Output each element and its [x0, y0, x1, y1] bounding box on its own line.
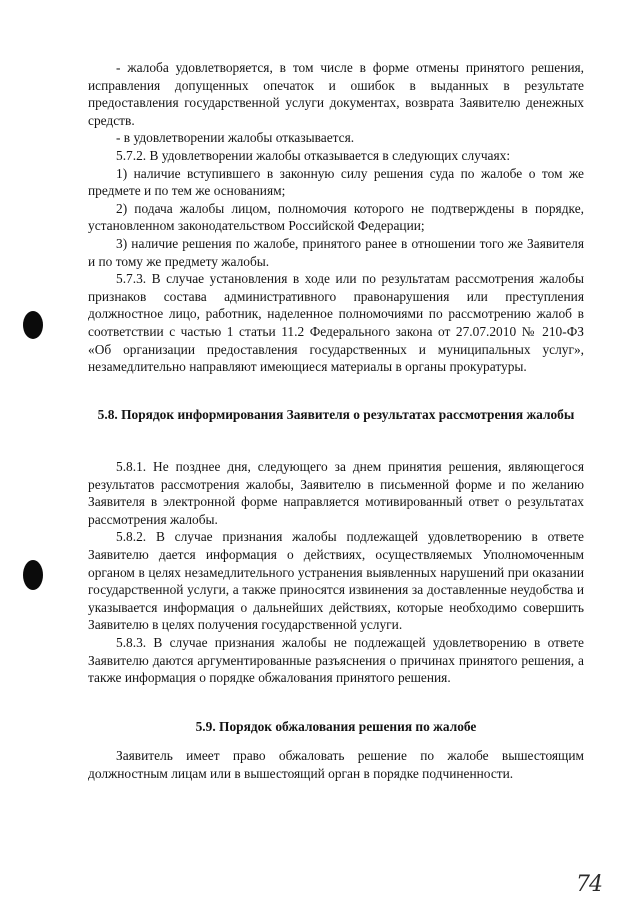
punch-hole-bottom: [23, 560, 43, 590]
section-5-8-heading-block: [88, 406, 584, 424]
paragraph-5-7-3: 5.7.3. В случае установления в ходе или по результатам рассмотрения жалобы признаков состава административного правонарушения или преступления должностное лицо, работник, наделенное полномочиями по рассмотрению жалоб в соответствии с частью 1 статьи 11.2 Федерального закона от 27.07.2010 № 210-ФЗ «Об организации предоставления государственных и муниципальных услуг», незамедлительно направляют имеющиеся материалы в органы прокуратуры.: [88, 271, 584, 375]
paragraph-complaint-rejected: - в удовлетворении жалобы отказывается.: [116, 130, 355, 146]
section-heading-5-9: 5.9. Порядок обжалования решения по жалобе: [195, 719, 477, 734]
page-number: 74: [576, 872, 602, 897]
paragraph-5-9: Заявитель имеет право обжаловать решение по жалобе вышестоящим должностным лицам или в вышестоящий орган в порядке подчиненности.: [88, 748, 584, 781]
section-5-9-text: [88, 747, 584, 782]
punch-hole-top: [23, 311, 43, 339]
list-item-1: 1) наличие вступившего в законную силу решения суда по жалобе о том же предмете и по тем же основаниям;: [88, 165, 584, 199]
paragraph-5-8-3: 5.8.3. В случае признания жалобы не подлежащей удовлетворению в ответе Заявителю даются аргументированные разъяснения о причинах принятого решения, а также информация о порядке обжалования принятого решения.: [88, 634, 584, 686]
section-5-9-heading-block: [88, 718, 584, 736]
section-5-8-text: [88, 458, 584, 687]
paragraph-5-8-1: 5.8.1. Не позднее дня, следующего за днем принятия решения, являющегося результатов рассмотрения жалобы, Заявителю в письменной форме и по желанию Заявителя в электронной форме направляется мотивированный ответ о результатах рассмотрения жалобы.: [88, 459, 584, 527]
paragraph-5-8-2: 5.8.2. В случае признания жалобы подлежащей удовлетворению в ответе Заявителю дается информация о действиях, осуществляемых Уполномоченным органом в целях незамедлительного устранения выявленных нарушений при оказании государственной услуги, а также приносятся извинения за доставленные неудобства и указывается информация о дальнейших действиях, которые необходимо совершить Заявителю в целях получения государственной услуги.: [88, 529, 584, 633]
section-heading-5-8: 5.8. Порядок информирования Заявителя о результатах рассмотрения жалобы: [97, 407, 575, 422]
list-item-3: 3) наличие решения по жалобе, принятого ранее в отношении того же Заявителя и по тому же предмету жалобы.: [88, 235, 584, 269]
paragraph-complaint-satisfied: - жалоба удовлетворяется, в том числе в форме отмены принятого решения, исправления допущенных опечаток и ошибок в выданных в результате предоставления государственной услуги документах, возврата Заявителю денежных средств.: [88, 60, 584, 128]
section-5-7-text: [88, 59, 584, 376]
paragraph-5-7-2: 5.7.2. В удовлетворении жалобы отказывается в следующих случаях:: [116, 147, 511, 163]
list-item-2: 2) подача жалобы лицом, полномочия которого не подтверждены в порядке, установленном законодательством Российской Федерации;: [88, 200, 584, 234]
